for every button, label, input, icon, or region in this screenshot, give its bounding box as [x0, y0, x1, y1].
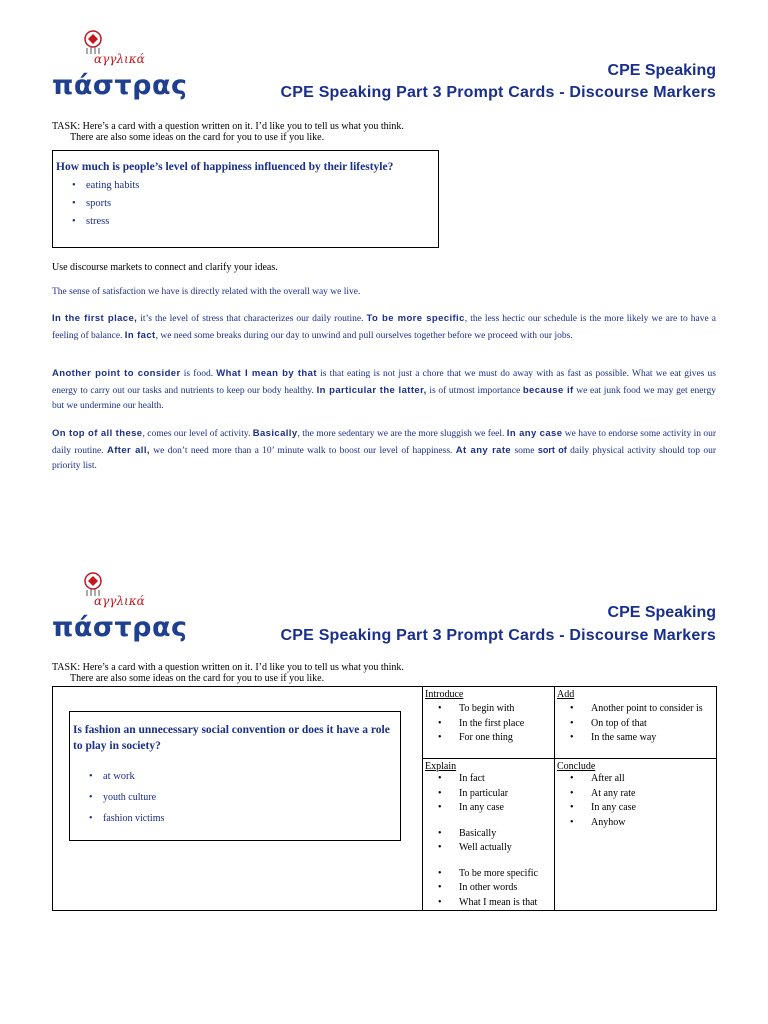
idea-item: • stress	[72, 213, 438, 231]
crest-icon	[82, 572, 104, 596]
marker-item: • Well actually	[425, 841, 554, 856]
discourse-marker: In particular the latter,	[316, 384, 427, 396]
marker-item: • At any rate	[557, 787, 716, 802]
marker-item: • In fact	[425, 772, 554, 787]
idea-item: • at work	[89, 766, 392, 787]
ideas-list	[72, 177, 438, 231]
marker-item: • Anyhow	[557, 816, 716, 831]
header-title: CPE Speaking Part 3 Prompt Cards - Discourse Markers	[280, 84, 716, 101]
marker-item: • Another point to consider is	[557, 702, 716, 717]
marker-item: • In any case	[557, 801, 716, 816]
markers-add-title: Add	[557, 689, 575, 700]
task-line-2: There are also some ideas on the card for you to use if you like.	[70, 673, 325, 684]
marker-item: • In other words	[425, 881, 554, 896]
prompt-card-table	[52, 686, 717, 911]
brand-logo	[52, 30, 188, 110]
brand-logo-2	[52, 572, 188, 652]
markers-conclude-title: Conclude	[557, 761, 596, 772]
idea-item: • youth culture	[89, 787, 392, 808]
brand-name: πάστρας	[52, 70, 188, 101]
marker-item: • In particular	[425, 787, 554, 802]
idea-item: • sports	[72, 195, 438, 213]
idea-item: • eating habits	[72, 177, 438, 195]
header-title-2: CPE Speaking Part 3 Prompt Cards - Discourse Markers	[280, 627, 716, 644]
discourse-marker: What I mean by that	[216, 368, 317, 379]
discourse-marker: After all,	[106, 444, 150, 456]
marker-item: • To begin with	[425, 702, 554, 717]
question-card	[52, 150, 439, 248]
brand-sub: αγγλικά	[94, 52, 145, 66]
question-card-2	[69, 711, 401, 841]
discourse-marker: because if	[522, 384, 574, 396]
marker-item: • On top of that	[557, 717, 716, 732]
brand-name: πάστρας	[52, 612, 188, 643]
task-text-2	[52, 662, 404, 684]
instruction-text: Use discourse markets to connect and clarify your ideas.	[52, 262, 278, 273]
marker-item: • For one thing	[425, 731, 554, 746]
marker-item: • To be more specific	[425, 867, 554, 882]
marker-item: • Basically	[425, 827, 554, 842]
crest-icon	[82, 30, 104, 54]
discourse-marker: sort of	[537, 444, 567, 455]
marker-item: • After all	[557, 772, 716, 787]
task-line-1: TASK: Here’s a card with a question written on it. I’d like you to tell us what you think.	[52, 662, 404, 673]
discourse-marker: In fact	[124, 329, 156, 341]
task-line-1: TASK: Here’s a card with a question written on it. I’d like you to tell us what you think.	[52, 121, 404, 132]
discourse-marker: Basically	[252, 428, 298, 439]
brand-sub: αγγλικά	[94, 594, 145, 608]
marker-item: • In the first place	[425, 717, 554, 732]
task-line-2: There are also some ideas on the card for you to use if you like.	[70, 132, 325, 143]
markers-introduce	[422, 687, 554, 758]
markers-explain-title: Explain	[425, 761, 457, 772]
markers-introduce-title: Introduce	[425, 689, 464, 700]
markers-add	[554, 687, 716, 758]
ideas-list	[89, 766, 392, 829]
answer-paragraph-2: Another point to consider is food. What I mean by that is that eating is not just a chore that we must do away with as fast as possible. What we eat gives us energy to carry out our tasks and nutrients to keep our body healthy. In particular the latter, is of utmost importance because if we eat junk food we may get energy but we undermine our health.	[52, 368, 717, 411]
marker-item: • In the same way	[557, 731, 716, 746]
markers-conclude	[554, 759, 716, 910]
discourse-marker: In the first place,	[52, 313, 138, 324]
marker-item: • What I mean is that	[425, 896, 554, 911]
discourse-marker: Another point to consider	[52, 368, 181, 379]
answer-intro: The sense of satisfaction we have is directly related with the overall way we live.	[52, 287, 361, 297]
header-subtitle-2: CPE Speaking	[607, 604, 716, 621]
idea-item: • fashion victims	[89, 808, 392, 829]
discourse-marker: To be more specific	[366, 313, 465, 324]
discourse-marker: On top of all these	[52, 428, 143, 439]
question-text: How much is people’s level of happiness influenced by their lifestyle?	[56, 161, 394, 173]
answer-paragraph-3: On top of all these, comes our level of activity. Basically, the more sedentary we are the more sluggish we feel. In any case we have to endorse some activity in our daily routine. After all, we don’t need more than a 10’ minute walk to boost our level of happiness. At any rate some sort of daily physical activity should top our priority list.	[52, 428, 717, 471]
question-text: Is fashion an unnecessary social convention or does it have a role to play in society?	[73, 724, 390, 752]
task-text	[52, 121, 404, 143]
markers-explain	[422, 759, 554, 910]
header-subtitle: CPE Speaking	[607, 62, 716, 79]
marker-item: • In any case	[425, 801, 554, 816]
discourse-marker: In any case	[506, 428, 563, 439]
answer-paragraph-1: In the first place, it’s the level of stress that characterizes our daily routine. To be more specific, the less hectic our schedule is the more likely we are to have a feeling of balance. In fact, we need some breaks during our day to unwind and pull ourselves together before we proceed with our jobs.	[52, 313, 717, 341]
discourse-marker: At any rate	[455, 444, 512, 456]
